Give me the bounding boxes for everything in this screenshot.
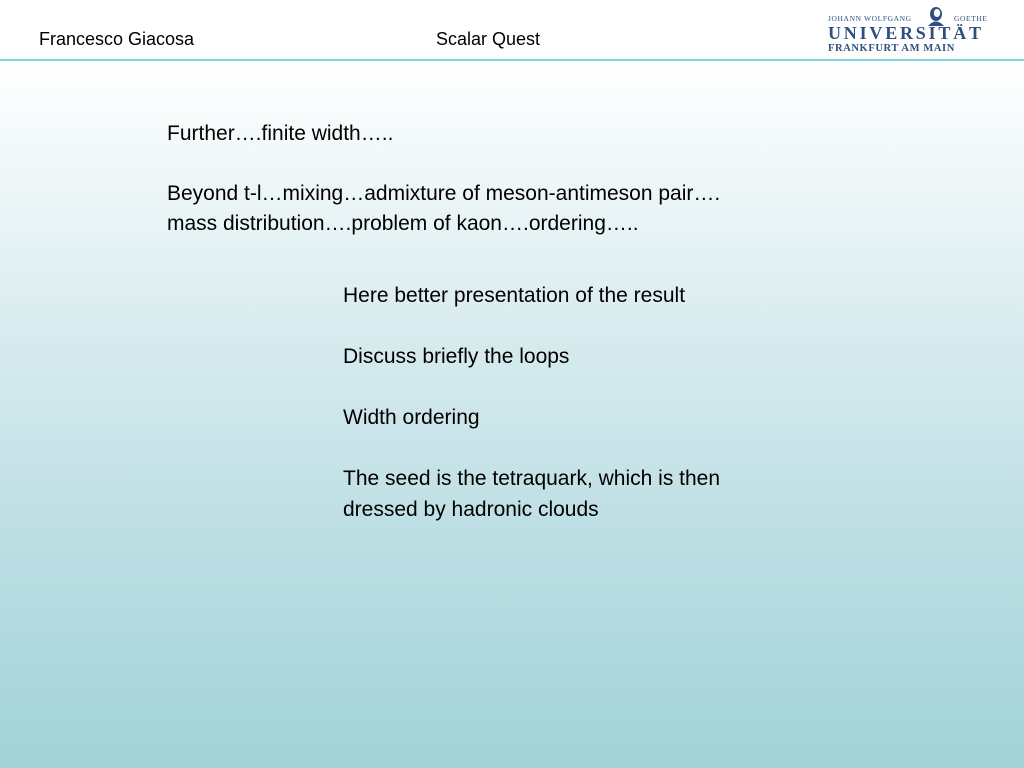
logo-sub-text: FRANKFURT AM MAIN [828, 43, 955, 54]
logo-top-right: GOETHE [954, 14, 988, 23]
notes-text-block [343, 280, 903, 525]
logo-top-left: JOHANN WOLFGANG [828, 14, 912, 23]
intro-line-2: Beyond t-l…mixing…admixture of meson-antimeson pair…. [167, 182, 721, 205]
note-line-3: Width ordering [343, 406, 480, 429]
intro-line-3: mass distribution….problem of kaon….ordering….. [167, 212, 639, 235]
university-logo [828, 6, 990, 56]
header-divider [0, 59, 1024, 61]
note-line-2: Discuss briefly the loops [343, 345, 570, 368]
author-name: Francesco Giacosa [39, 29, 195, 49]
logo-top-line [828, 14, 988, 23]
note-line-5: dressed by hadronic clouds [343, 498, 599, 521]
intro-line-1: Further….finite width….. [167, 122, 394, 145]
logo-main-text: UNIVERSITÄT [828, 23, 984, 43]
note-line-4: The seed is the tetraquark, which is then [343, 467, 721, 490]
slide-title: Scalar Quest [436, 29, 541, 49]
intro-text-block [167, 119, 907, 239]
slide-header [0, 0, 1024, 60]
note-line-1: Here better presentation of the result [343, 284, 686, 307]
